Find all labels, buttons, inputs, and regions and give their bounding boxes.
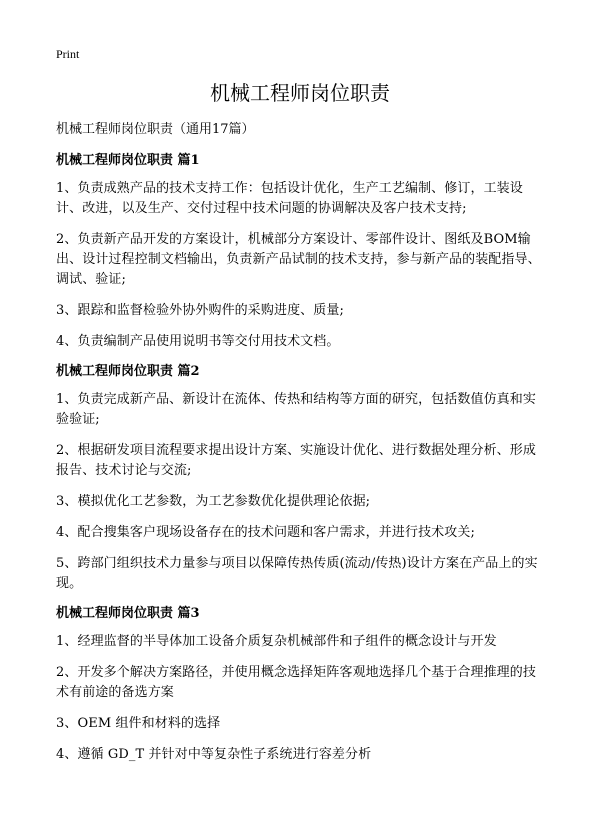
section-heading: 机械工程师岗位职责 篇1 xyxy=(56,153,200,168)
paragraph: 3、模拟优化工艺参数，为工艺参数优化提供理论依据; xyxy=(56,494,371,509)
page-title: 机械工程师岗位职责 xyxy=(210,81,390,105)
paragraph: 1、负责完成新产品、新设计在流体、传热和结构等方面的研究，包括数值仿真和实验验证; xyxy=(56,392,536,427)
section-heading: 机械工程师岗位职责 篇3 xyxy=(56,606,200,621)
paragraph: 2、负责新产品开发的方案设计，机械部分方案设计、零部件设计、图纸及BOM输出、设计过程控制文档输出，负责新产品试制的技术支持，参与新产品的装配指导、调试、验证; xyxy=(56,232,541,287)
section-heading: 机械工程师岗位职责 篇2 xyxy=(56,364,200,379)
paragraph: 1、负责成熟产品的技术支持工作：包括设计优化，生产工艺编制、修订，工装设计、改进，以及生产、交付过程中技术问题的协调解决及客户技术支持; xyxy=(56,181,523,216)
paragraph: 4、配合搜集客户现场设备存在的技术问题和客户需求，并进行技术攻关; xyxy=(56,525,475,540)
paragraph: 1、经理监督的半导体加工设备介质复杂机械部件和子组件的概念设计与开发 xyxy=(56,634,497,649)
section-2 xyxy=(56,363,546,594)
section-1 xyxy=(56,152,546,352)
document-body xyxy=(56,121,546,776)
document-subtitle: 机械工程师岗位职责（通用17篇） xyxy=(56,122,255,137)
paragraph: 4、遵循 GD_T 并针对中等复杂性子系统进行容差分析 xyxy=(56,747,372,762)
paragraph: 3、OEM 组件和材料的选择 xyxy=(56,716,221,731)
paragraph: 4、负责编制产品使用说明书等交付用技术文档。 xyxy=(56,334,340,349)
section-3 xyxy=(56,605,546,765)
paragraph: 3、跟踪和监督检验外协外购件的采购进度、质量; xyxy=(56,303,344,318)
paragraph: 2、根据研发项目流程要求提出设计方案、实施设计优化、进行数据处理分析、形成报告、技术讨论与交流; xyxy=(56,443,536,478)
print-label: Print xyxy=(56,47,80,61)
paragraph: 2、开发多个解决方案路径，并使用概念选择矩阵客观地选择几个基于合理推理的技术有前途的备选方案 xyxy=(56,665,536,700)
paragraph: 5、跨部门组织技术力量参与项目以保障传热传质(流动/传热)设计方案在产品上的实现。 xyxy=(56,556,538,591)
